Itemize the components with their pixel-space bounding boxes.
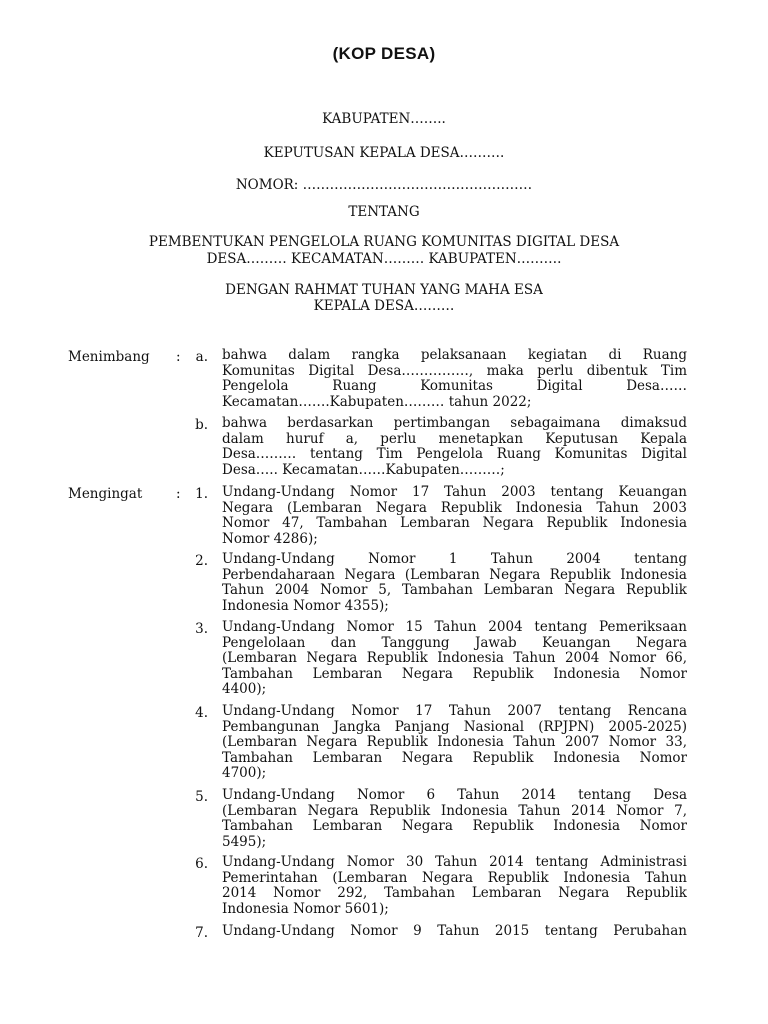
text-line: Indonesia Nomor 4355);	[222, 598, 389, 614]
menimbang-item-a	[222, 348, 687, 410]
text-line: Undang-Undang Nomor 17 Tahun 2003 tentang Keuangan	[222, 485, 687, 500]
mengingat-item-2-marker: 2.	[195, 553, 208, 569]
text-line: bahwa dalam rangka pelaksanaan kegiatan di Ruang	[222, 348, 687, 363]
text-line: 5495);	[222, 834, 267, 850]
text-line: 4400);	[222, 682, 267, 697]
mengingat-item-1-marker: 1.	[195, 486, 208, 502]
mengingat-item-5	[222, 788, 687, 850]
text-line: Undang-Undang Nomor 9 Tahun 2015 tentang Perubahan	[222, 924, 687, 939]
keputusan-heading: KEPUTUSAN KEPALA DESA……….	[263, 145, 505, 161]
text-line: (Lembaran Negara Republik Indonesia Tahun 2004 Nomor 66,	[222, 651, 687, 666]
text-line: Nomor 4286);	[222, 531, 318, 547]
mengingat-item-2	[222, 552, 687, 614]
text-line: Pemerintahan (Lembaran Negara Republik Indonesia Tahun	[222, 870, 687, 886]
text-line: (Lembaran Negara Republik Indonesia Tahun 2007 Nomor 33,	[222, 735, 687, 750]
menimbang-item-b-marker: b.	[195, 417, 208, 433]
mengingat-label: Mengingat	[68, 486, 143, 502]
kop-desa-heading: (KOP DESA)	[332, 44, 436, 63]
mengingat-item-4-marker: 4.	[195, 705, 208, 721]
text-line: Indonesia Nomor 5601);	[222, 901, 389, 917]
mengingat-colon: :	[176, 486, 181, 502]
mengingat-item-4	[222, 704, 687, 782]
menimbang-colon: :	[176, 349, 181, 365]
text-line: dalam huruf a, perlu menetapkan Keputusan Kepala	[222, 431, 687, 447]
text-line: Undang-Undang Nomor 1 Tahun 2004 tentang	[222, 552, 687, 567]
mengingat-item-5-marker: 5.	[195, 789, 208, 805]
text-line: Tambahan Lembaran Negara Republik Indonesia Nomor	[222, 819, 687, 834]
text-line: Undang-Undang Nomor 6 Tahun 2014 tentang Desa	[222, 788, 687, 803]
text-line: bahwa berdasarkan pertimbangan sebagaimana dimaksud	[222, 416, 687, 431]
text-line: Undang-Undang Nomor 30 Tahun 2014 tentang Administrasi	[222, 855, 687, 870]
text-line: Undang-Undang Nomor 17 Tahun 2007 tentang Rencana	[222, 704, 687, 719]
text-line: Pembangunan Jangka Panjang Nasional (RPJPN) 2005-2025)	[222, 719, 687, 735]
mengingat-item-1	[222, 485, 687, 547]
menimbang-item-b	[222, 416, 687, 478]
mengingat-item-3-marker: 3.	[195, 621, 208, 637]
text-line: Tambahan Lembaran Negara Republik Indonesia Nomor	[222, 666, 687, 682]
text-line: Perbendaharaan Negara (Lembaran Negara Republik Indonesia	[222, 567, 687, 583]
text-line: 2014 Nomor 292, Tambahan Lembaran Negara Republik	[222, 886, 687, 901]
text-line: Kecamatan…….Kabupaten……… tahun 2022;	[222, 394, 532, 410]
text-line: Nomor 47, Tambahan Lembaran Negara Republik Indonesia	[222, 516, 687, 531]
text-line: Desa….. Kecamatan……Kabupaten………;	[222, 462, 505, 478]
tentang-heading: TENTANG	[348, 204, 420, 220]
text-line: (Lembaran Negara Republik Indonesia Tahun 2014 Nomor 7,	[222, 803, 687, 819]
kabupaten-heading: KABUPATEN……..	[322, 111, 446, 127]
menimbang-item-a-marker: a.	[195, 349, 208, 365]
text-line: Negara (Lembaran Negara Republik Indonesia Tahun 2003	[222, 500, 687, 516]
mengingat-item-6	[222, 855, 687, 917]
nomor-heading: NOMOR: ……………………………………………	[235, 177, 533, 193]
mengingat-item-7-marker: 7.	[195, 925, 208, 941]
text-line: Komunitas Digital Desa……………, maka perlu dibentuk Tim	[222, 363, 687, 379]
text-line: Undang-Undang Nomor 15 Tahun 2004 tentang Pemeriksaan	[222, 620, 687, 635]
text-line: Tambahan Lembaran Negara Republik Indonesia Nomor	[222, 750, 687, 766]
text-line: Desa……… tentang Tim Pengelola Ruang Komunitas Digital	[222, 447, 687, 462]
text-line: Tahun 2004 Nomor 5, Tambahan Lembaran Negara Republik	[222, 583, 687, 598]
judul-line-2: DESA……… KECAMATAN……… KABUPATEN……….	[206, 251, 562, 267]
mengingat-item-3	[222, 620, 687, 698]
rahmat-heading: DENGAN RAHMAT TUHAN YANG MAHA ESA	[225, 282, 543, 298]
mengingat-item-6-marker: 6.	[195, 856, 208, 872]
text-line: Pengelola Ruang Komunitas Digital Desa……	[222, 379, 687, 394]
kepala-desa-heading: KEPALA DESA………	[313, 298, 455, 314]
menimbang-label: Menimbang	[68, 349, 150, 365]
judul-line-1: PEMBENTUKAN PENGELOLA RUANG KOMUNITAS DIGITAL DESA	[148, 234, 620, 250]
text-line: 4700);	[222, 766, 267, 781]
text-line: Pengelolaan dan Tanggung Jawab Keuangan Negara	[222, 635, 687, 651]
mengingat-item-7	[222, 924, 687, 940]
